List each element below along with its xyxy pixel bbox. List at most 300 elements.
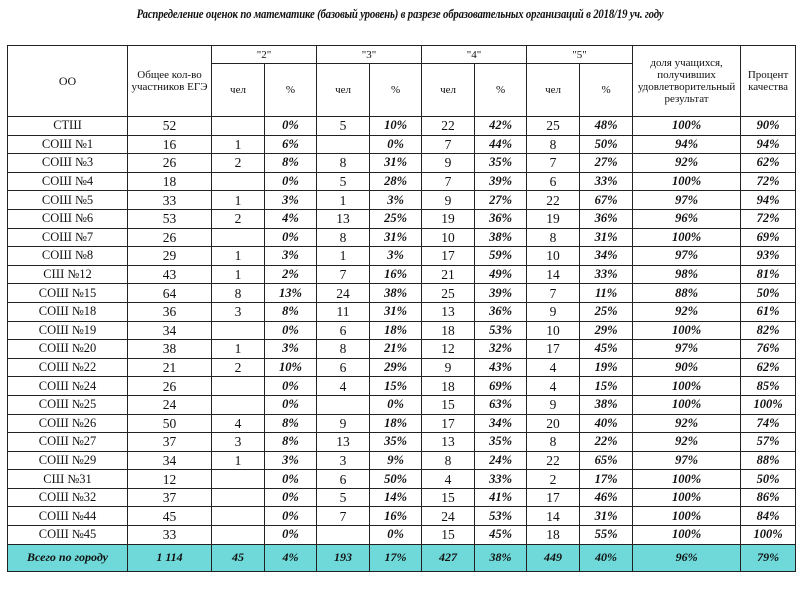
cell-quality: 85% bbox=[741, 377, 796, 396]
cell-g4-count: 18 bbox=[422, 377, 475, 396]
subheader-pct: % bbox=[370, 64, 422, 117]
cell-g4-count: 15 bbox=[422, 526, 475, 545]
cell-oo: СОШ №8 bbox=[8, 247, 128, 266]
cell-satisfactory: 100% bbox=[633, 526, 741, 545]
cell-total: 16 bbox=[128, 135, 212, 154]
cell-quality: 50% bbox=[741, 284, 796, 303]
header-oo: ОО bbox=[8, 46, 128, 117]
cell-oo: СОШ №27 bbox=[8, 433, 128, 452]
cell-satisfactory: 90% bbox=[633, 358, 741, 377]
cell-g2-count bbox=[212, 526, 265, 545]
cell-g3-pct: 25% bbox=[370, 209, 422, 228]
cell-oo: СОШ №24 bbox=[8, 377, 128, 396]
cell-g4-count: 10 bbox=[422, 228, 475, 247]
cell-quality: 84% bbox=[741, 507, 796, 526]
cell-g3-count: 1 bbox=[317, 247, 370, 266]
cell-quality: 94% bbox=[741, 191, 796, 210]
table-body bbox=[8, 117, 796, 572]
cell-g2-pct: 13% bbox=[265, 284, 317, 303]
cell-g2-count bbox=[212, 470, 265, 489]
cell-satisfactory: 94% bbox=[633, 135, 741, 154]
cell-g2-pct: 0% bbox=[265, 526, 317, 545]
cell-g4-pct: 39% bbox=[475, 284, 527, 303]
cell-g3-pct: 15% bbox=[370, 377, 422, 396]
cell-oo: СОШ №3 bbox=[8, 154, 128, 173]
cell-total: 34 bbox=[128, 321, 212, 340]
table-row bbox=[8, 526, 796, 545]
table-row bbox=[8, 433, 796, 452]
cell-g5-pct: 31% bbox=[580, 228, 633, 247]
cell-oo: СОШ №5 bbox=[8, 191, 128, 210]
cell-satisfactory: 100% bbox=[633, 470, 741, 489]
cell-quality: 100% bbox=[741, 526, 796, 545]
cell-total: 26 bbox=[128, 377, 212, 396]
table-row bbox=[8, 284, 796, 303]
cell-quality: 62% bbox=[741, 154, 796, 173]
cell-g5-count: 8 bbox=[527, 228, 580, 247]
cell-g3-count: 11 bbox=[317, 302, 370, 321]
cell-g3-pct: 18% bbox=[370, 321, 422, 340]
cell-g5-count: 449 bbox=[527, 544, 580, 571]
cell-oo: СОШ №29 bbox=[8, 451, 128, 470]
cell-quality: 100% bbox=[741, 395, 796, 414]
cell-g5-pct: 40% bbox=[580, 544, 633, 571]
cell-g4-count: 4 bbox=[422, 470, 475, 489]
cell-g2-pct: 0% bbox=[265, 377, 317, 396]
cell-g4-count: 13 bbox=[422, 302, 475, 321]
cell-satisfactory: 98% bbox=[633, 265, 741, 284]
table-row bbox=[8, 395, 796, 414]
cell-g2-pct: 10% bbox=[265, 358, 317, 377]
cell-g3-pct: 10% bbox=[370, 117, 422, 136]
cell-oo: СШ №12 bbox=[8, 265, 128, 284]
cell-g4-pct: 38% bbox=[475, 228, 527, 247]
cell-g4-pct: 59% bbox=[475, 247, 527, 266]
cell-quality: 69% bbox=[741, 228, 796, 247]
table-row bbox=[8, 265, 796, 284]
cell-g3-pct: 28% bbox=[370, 172, 422, 191]
cell-g4-pct: 69% bbox=[475, 377, 527, 396]
cell-quality: 72% bbox=[741, 209, 796, 228]
cell-g2-pct: 8% bbox=[265, 433, 317, 452]
cell-satisfactory: 100% bbox=[633, 117, 741, 136]
cell-quality: 81% bbox=[741, 265, 796, 284]
cell-g2-count: 2 bbox=[212, 209, 265, 228]
cell-total: 45 bbox=[128, 507, 212, 526]
cell-quality: 62% bbox=[741, 358, 796, 377]
cell-g5-count: 6 bbox=[527, 172, 580, 191]
cell-oo: СОШ №45 bbox=[8, 526, 128, 545]
cell-g3-pct: 31% bbox=[370, 228, 422, 247]
cell-g2-count: 4 bbox=[212, 414, 265, 433]
cell-g2-pct: 0% bbox=[265, 117, 317, 136]
cell-g4-count: 25 bbox=[422, 284, 475, 303]
cell-g4-pct: 36% bbox=[475, 302, 527, 321]
table-row bbox=[8, 470, 796, 489]
cell-g4-count: 8 bbox=[422, 451, 475, 470]
cell-oo: СОШ №32 bbox=[8, 488, 128, 507]
cell-g4-pct: 41% bbox=[475, 488, 527, 507]
cell-g5-pct: 34% bbox=[580, 247, 633, 266]
cell-oo: СТШ bbox=[8, 117, 128, 136]
cell-g3-pct: 29% bbox=[370, 358, 422, 377]
table-row bbox=[8, 154, 796, 173]
cell-quality: 61% bbox=[741, 302, 796, 321]
cell-g3-pct: 3% bbox=[370, 247, 422, 266]
cell-g5-pct: 19% bbox=[580, 358, 633, 377]
cell-g2-count: 1 bbox=[212, 265, 265, 284]
cell-g2-pct: 0% bbox=[265, 488, 317, 507]
cell-g5-count: 8 bbox=[527, 135, 580, 154]
cell-g2-count: 3 bbox=[212, 433, 265, 452]
cell-g3-pct: 31% bbox=[370, 154, 422, 173]
cell-g3-count: 193 bbox=[317, 544, 370, 571]
cell-satisfactory: 97% bbox=[633, 451, 741, 470]
cell-g5-count: 17 bbox=[527, 340, 580, 359]
cell-g2-count: 3 bbox=[212, 302, 265, 321]
cell-g5-count: 10 bbox=[527, 321, 580, 340]
cell-g2-count bbox=[212, 321, 265, 340]
cell-oo: СОШ №44 bbox=[8, 507, 128, 526]
cell-satisfactory: 100% bbox=[633, 228, 741, 247]
cell-satisfactory: 100% bbox=[633, 507, 741, 526]
table-row bbox=[8, 117, 796, 136]
cell-g5-pct: 27% bbox=[580, 154, 633, 173]
cell-g5-pct: 31% bbox=[580, 507, 633, 526]
cell-g4-pct: 43% bbox=[475, 358, 527, 377]
cell-g3-count: 7 bbox=[317, 265, 370, 284]
cell-g4-pct: 32% bbox=[475, 340, 527, 359]
cell-g2-pct: 8% bbox=[265, 414, 317, 433]
cell-g5-pct: 48% bbox=[580, 117, 633, 136]
cell-g4-pct: 53% bbox=[475, 507, 527, 526]
subheader-count: чел bbox=[212, 64, 265, 117]
cell-g5-pct: 55% bbox=[580, 526, 633, 545]
cell-g3-count: 13 bbox=[317, 209, 370, 228]
cell-g3-pct: 50% bbox=[370, 470, 422, 489]
subheader-count: чел bbox=[317, 64, 370, 117]
cell-g2-count bbox=[212, 507, 265, 526]
cell-g5-count: 4 bbox=[527, 358, 580, 377]
cell-g3-pct: 21% bbox=[370, 340, 422, 359]
header-grade-5: "5" bbox=[527, 46, 633, 64]
cell-total: 64 bbox=[128, 284, 212, 303]
cell-quality: 79% bbox=[741, 544, 796, 571]
cell-g4-count: 13 bbox=[422, 433, 475, 452]
cell-total: 24 bbox=[128, 395, 212, 414]
cell-g5-count: 17 bbox=[527, 488, 580, 507]
cell-g5-pct: 46% bbox=[580, 488, 633, 507]
subheader-pct: % bbox=[475, 64, 527, 117]
cell-g4-count: 24 bbox=[422, 507, 475, 526]
header-grade-3: "3" bbox=[317, 46, 422, 64]
cell-g3-pct: 31% bbox=[370, 302, 422, 321]
cell-g3-count: 13 bbox=[317, 433, 370, 452]
cell-satisfactory: 96% bbox=[633, 209, 741, 228]
cell-g5-count: 19 bbox=[527, 209, 580, 228]
cell-total: 50 bbox=[128, 414, 212, 433]
cell-g4-count: 12 bbox=[422, 340, 475, 359]
cell-quality: 90% bbox=[741, 117, 796, 136]
cell-g4-count: 9 bbox=[422, 358, 475, 377]
cell-oo: СОШ №4 bbox=[8, 172, 128, 191]
cell-g3-count: 4 bbox=[317, 377, 370, 396]
cell-oo: СОШ №26 bbox=[8, 414, 128, 433]
cell-g5-count: 25 bbox=[527, 117, 580, 136]
table-row bbox=[8, 414, 796, 433]
cell-satisfactory: 96% bbox=[633, 544, 741, 571]
cell-g5-pct: 67% bbox=[580, 191, 633, 210]
cell-oo: СОШ №6 bbox=[8, 209, 128, 228]
table-row bbox=[8, 135, 796, 154]
cell-g2-count: 1 bbox=[212, 247, 265, 266]
cell-g2-count bbox=[212, 488, 265, 507]
cell-g5-count: 18 bbox=[527, 526, 580, 545]
cell-total: 36 bbox=[128, 302, 212, 321]
cell-g3-count: 1 bbox=[317, 191, 370, 210]
cell-g2-pct: 3% bbox=[265, 451, 317, 470]
cell-total: 12 bbox=[128, 470, 212, 489]
cell-g3-pct: 16% bbox=[370, 265, 422, 284]
cell-satisfactory: 100% bbox=[633, 488, 741, 507]
cell-g3-count: 8 bbox=[317, 228, 370, 247]
cell-g5-count: 9 bbox=[527, 395, 580, 414]
cell-g3-pct: 3% bbox=[370, 191, 422, 210]
cell-g4-pct: 42% bbox=[475, 117, 527, 136]
table-row bbox=[8, 377, 796, 396]
cell-oo: СОШ №18 bbox=[8, 302, 128, 321]
cell-g3-pct: 16% bbox=[370, 507, 422, 526]
cell-oo: СОШ №22 bbox=[8, 358, 128, 377]
cell-g2-count: 45 bbox=[212, 544, 265, 571]
cell-g5-count: 4 bbox=[527, 377, 580, 396]
cell-quality: 50% bbox=[741, 470, 796, 489]
cell-g4-pct: 27% bbox=[475, 191, 527, 210]
cell-g3-pct: 14% bbox=[370, 488, 422, 507]
cell-quality: 93% bbox=[741, 247, 796, 266]
cell-g3-pct: 9% bbox=[370, 451, 422, 470]
table-row bbox=[8, 209, 796, 228]
cell-g2-count: 1 bbox=[212, 191, 265, 210]
table-row bbox=[8, 507, 796, 526]
cell-g3-count: 6 bbox=[317, 470, 370, 489]
cell-g4-count: 21 bbox=[422, 265, 475, 284]
subheader-pct: % bbox=[580, 64, 633, 117]
table-row bbox=[8, 247, 796, 266]
cell-g4-count: 17 bbox=[422, 247, 475, 266]
cell-g5-pct: 33% bbox=[580, 265, 633, 284]
cell-g4-pct: 34% bbox=[475, 414, 527, 433]
subheader-pct: % bbox=[265, 64, 317, 117]
cell-g5-count: 7 bbox=[527, 284, 580, 303]
cell-g4-count: 22 bbox=[422, 117, 475, 136]
cell-g2-count: 2 bbox=[212, 358, 265, 377]
cell-g5-count: 9 bbox=[527, 302, 580, 321]
cell-oo: СОШ №19 bbox=[8, 321, 128, 340]
cell-g5-count: 7 bbox=[527, 154, 580, 173]
total-row bbox=[8, 544, 796, 571]
cell-quality: 76% bbox=[741, 340, 796, 359]
cell-g3-count bbox=[317, 135, 370, 154]
cell-g5-pct: 17% bbox=[580, 470, 633, 489]
cell-g2-pct: 0% bbox=[265, 395, 317, 414]
table-row bbox=[8, 340, 796, 359]
cell-g2-count bbox=[212, 117, 265, 136]
cell-g4-pct: 53% bbox=[475, 321, 527, 340]
cell-g3-count: 6 bbox=[317, 321, 370, 340]
cell-g4-count: 15 bbox=[422, 488, 475, 507]
cell-oo: СШ №31 bbox=[8, 470, 128, 489]
cell-g5-count: 2 bbox=[527, 470, 580, 489]
subheader-count: чел bbox=[527, 64, 580, 117]
cell-g4-pct: 45% bbox=[475, 526, 527, 545]
cell-g5-pct: 25% bbox=[580, 302, 633, 321]
cell-g2-count bbox=[212, 228, 265, 247]
cell-g4-pct: 35% bbox=[475, 154, 527, 173]
cell-total: 53 bbox=[128, 209, 212, 228]
cell-g2-pct: 4% bbox=[265, 209, 317, 228]
cell-g5-count: 14 bbox=[527, 265, 580, 284]
header-grade-2: "2" bbox=[212, 46, 317, 64]
cell-satisfactory: 88% bbox=[633, 284, 741, 303]
page-title: Распределение оценок по математике (базовый уровень) в разрезе образовательных организаций в 2018/19 уч. году bbox=[136, 7, 664, 21]
cell-g5-count: 20 bbox=[527, 414, 580, 433]
cell-total: 37 bbox=[128, 488, 212, 507]
cell-quality: 86% bbox=[741, 488, 796, 507]
cell-total: 52 bbox=[128, 117, 212, 136]
cell-total: 26 bbox=[128, 228, 212, 247]
cell-g4-count: 18 bbox=[422, 321, 475, 340]
cell-satisfactory: 100% bbox=[633, 321, 741, 340]
cell-oo: СОШ №7 bbox=[8, 228, 128, 247]
cell-g4-count: 7 bbox=[422, 135, 475, 154]
cell-g2-pct: 3% bbox=[265, 340, 317, 359]
cell-g4-pct: 63% bbox=[475, 395, 527, 414]
cell-g2-count: 2 bbox=[212, 154, 265, 173]
cell-g4-pct: 49% bbox=[475, 265, 527, 284]
cell-g5-pct: 45% bbox=[580, 340, 633, 359]
cell-g4-count: 427 bbox=[422, 544, 475, 571]
cell-g2-count bbox=[212, 172, 265, 191]
cell-g2-count bbox=[212, 395, 265, 414]
cell-g2-pct: 0% bbox=[265, 507, 317, 526]
cell-total: 29 bbox=[128, 247, 212, 266]
header-total-participants: Общее кол-во участников ЕГЭ bbox=[128, 46, 212, 117]
cell-g5-pct: 36% bbox=[580, 209, 633, 228]
cell-g4-count: 7 bbox=[422, 172, 475, 191]
cell-g2-count bbox=[212, 377, 265, 396]
cell-g2-pct: 0% bbox=[265, 321, 317, 340]
cell-oo: СОШ №20 bbox=[8, 340, 128, 359]
cell-total: 1 114 bbox=[128, 544, 212, 571]
cell-g3-count: 5 bbox=[317, 117, 370, 136]
cell-g5-pct: 22% bbox=[580, 433, 633, 452]
cell-g4-pct: 44% bbox=[475, 135, 527, 154]
cell-satisfactory: 100% bbox=[633, 377, 741, 396]
cell-g3-count: 7 bbox=[317, 507, 370, 526]
table-row bbox=[8, 302, 796, 321]
cell-g3-count: 6 bbox=[317, 358, 370, 377]
cell-satisfactory: 97% bbox=[633, 247, 741, 266]
grades-table bbox=[7, 45, 796, 572]
cell-g3-count: 5 bbox=[317, 488, 370, 507]
cell-quality: 57% bbox=[741, 433, 796, 452]
cell-g3-count: 24 bbox=[317, 284, 370, 303]
cell-g4-pct: 38% bbox=[475, 544, 527, 571]
cell-g2-count: 1 bbox=[212, 340, 265, 359]
cell-total: 37 bbox=[128, 433, 212, 452]
cell-g2-pct: 0% bbox=[265, 172, 317, 191]
cell-g5-count: 22 bbox=[527, 191, 580, 210]
subheader-count: чел bbox=[422, 64, 475, 117]
cell-oo: СОШ №15 bbox=[8, 284, 128, 303]
cell-total: 34 bbox=[128, 451, 212, 470]
cell-g5-pct: 65% bbox=[580, 451, 633, 470]
header-quality-percent: Процент качества bbox=[741, 46, 796, 117]
table-row bbox=[8, 228, 796, 247]
cell-g4-count: 9 bbox=[422, 154, 475, 173]
cell-g2-pct: 0% bbox=[265, 228, 317, 247]
cell-g5-pct: 33% bbox=[580, 172, 633, 191]
cell-g4-count: 19 bbox=[422, 209, 475, 228]
cell-g3-count bbox=[317, 395, 370, 414]
cell-g4-pct: 36% bbox=[475, 209, 527, 228]
cell-g4-pct: 24% bbox=[475, 451, 527, 470]
cell-satisfactory: 92% bbox=[633, 154, 741, 173]
cell-quality: 72% bbox=[741, 172, 796, 191]
cell-g5-pct: 40% bbox=[580, 414, 633, 433]
cell-total: 26 bbox=[128, 154, 212, 173]
cell-g5-count: 10 bbox=[527, 247, 580, 266]
cell-g2-count: 8 bbox=[212, 284, 265, 303]
cell-g5-count: 8 bbox=[527, 433, 580, 452]
cell-quality: 74% bbox=[741, 414, 796, 433]
cell-satisfactory: 100% bbox=[633, 395, 741, 414]
cell-g4-count: 9 bbox=[422, 191, 475, 210]
cell-g3-count bbox=[317, 526, 370, 545]
cell-quality: 88% bbox=[741, 451, 796, 470]
cell-g2-pct: 6% bbox=[265, 135, 317, 154]
table-row bbox=[8, 358, 796, 377]
cell-g3-count: 3 bbox=[317, 451, 370, 470]
cell-g2-pct: 2% bbox=[265, 265, 317, 284]
cell-g5-count: 14 bbox=[527, 507, 580, 526]
cell-g3-pct: 18% bbox=[370, 414, 422, 433]
cell-total: 33 bbox=[128, 191, 212, 210]
cell-g3-pct: 35% bbox=[370, 433, 422, 452]
cell-g3-pct: 38% bbox=[370, 284, 422, 303]
cell-g4-pct: 35% bbox=[475, 433, 527, 452]
cell-total: 21 bbox=[128, 358, 212, 377]
cell-g4-count: 15 bbox=[422, 395, 475, 414]
cell-g2-pct: 8% bbox=[265, 154, 317, 173]
cell-quality: 82% bbox=[741, 321, 796, 340]
cell-total: 43 bbox=[128, 265, 212, 284]
cell-g5-pct: 50% bbox=[580, 135, 633, 154]
cell-g5-count: 22 bbox=[527, 451, 580, 470]
cell-satisfactory: 97% bbox=[633, 191, 741, 210]
cell-g5-pct: 15% bbox=[580, 377, 633, 396]
cell-oo: СОШ №25 bbox=[8, 395, 128, 414]
cell-total: 38 bbox=[128, 340, 212, 359]
cell-g2-pct: 3% bbox=[265, 247, 317, 266]
table-row bbox=[8, 172, 796, 191]
cell-g3-count: 9 bbox=[317, 414, 370, 433]
cell-g2-pct: 3% bbox=[265, 191, 317, 210]
table-row bbox=[8, 321, 796, 340]
cell-g3-pct: 0% bbox=[370, 526, 422, 545]
cell-g3-count: 8 bbox=[317, 340, 370, 359]
